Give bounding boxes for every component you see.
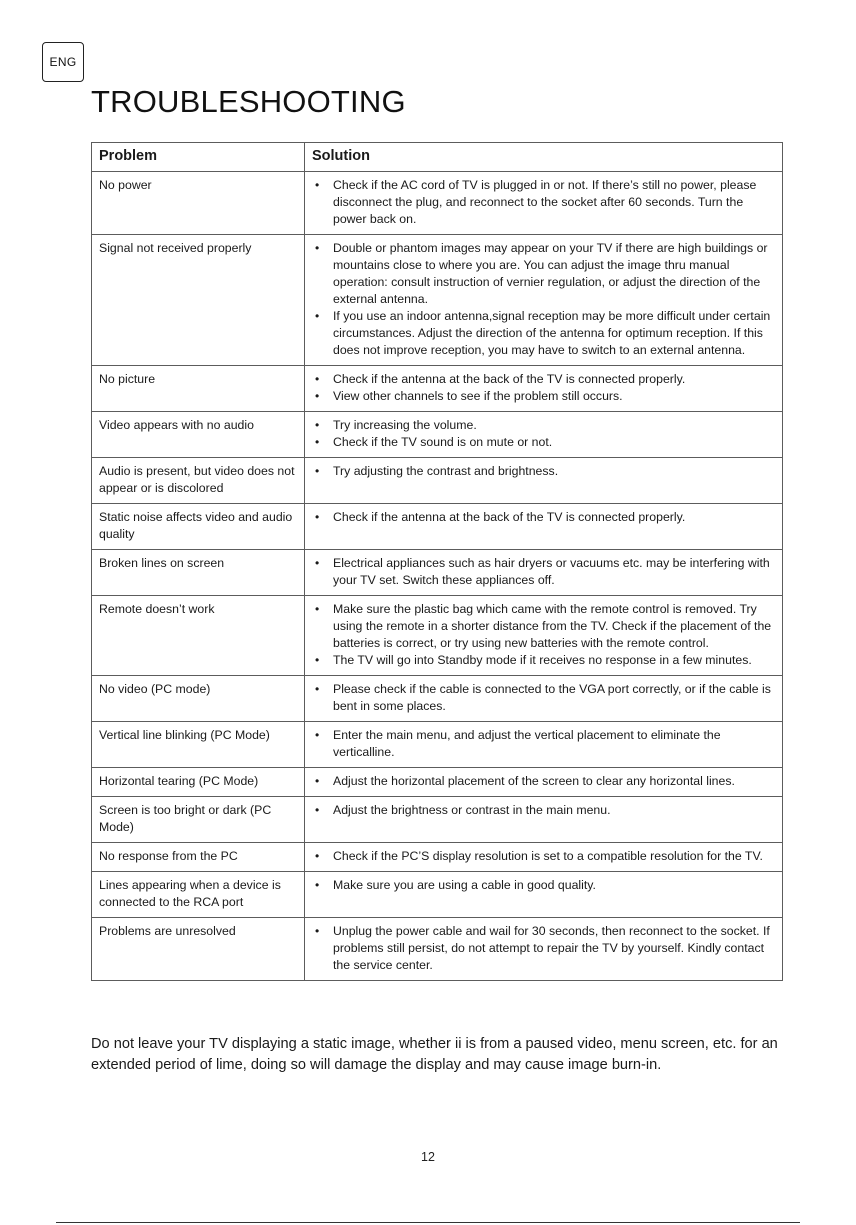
solution-item: • Try adjusting the contrast and brightness. xyxy=(313,463,776,480)
solution-item: • Check if the antenna at the back of the TV is connected properly. xyxy=(313,509,776,526)
problem-cell: No response from the PC xyxy=(92,843,305,872)
table-body xyxy=(92,172,783,981)
language-tab: ENG xyxy=(42,42,84,82)
solution-item: • Check if the TV sound is on mute or not. xyxy=(313,434,776,451)
problem-cell: Signal not received properly xyxy=(92,235,305,366)
table-row xyxy=(92,797,783,843)
solution-cell xyxy=(305,918,783,981)
solution-cell xyxy=(305,550,783,596)
problem-cell: Vertical line blinking (PC Mode) xyxy=(92,722,305,768)
solution-cell xyxy=(305,596,783,676)
solution-list xyxy=(313,463,776,480)
page-title: TROUBLESHOOTING xyxy=(91,84,406,119)
solution-item: • Check if the antenna at the back of the TV is connected properly. xyxy=(313,371,776,388)
footer-divider xyxy=(56,1222,800,1223)
table-header-row xyxy=(92,143,783,172)
solution-item: • Double or phantom images may appear on your TV if there are high buildings or mountains close to where you are. You can adjust the image thru manual operation: consult instruction of vernier regulation, or adjust the direction of the external antenna. xyxy=(313,240,776,308)
solution-cell xyxy=(305,872,783,918)
table-row xyxy=(92,458,783,504)
problem-cell: Screen is too bright or dark (PC Mode) xyxy=(92,797,305,843)
header-solution: Solution xyxy=(305,143,783,172)
page-number: 12 xyxy=(421,1150,435,1164)
solution-item: • View other channels to see if the problem still occurs. xyxy=(313,388,776,405)
header-problem: Problem xyxy=(92,143,305,172)
problem-cell: No picture xyxy=(92,366,305,412)
problem-cell: Video appears with no audio xyxy=(92,412,305,458)
solution-item: • The TV will go into Standby mode if it receives no response in a few minutes. xyxy=(313,652,776,669)
solution-cell xyxy=(305,172,783,235)
solution-cell xyxy=(305,366,783,412)
problem-cell: No power xyxy=(92,172,305,235)
table-row xyxy=(92,596,783,676)
table-row xyxy=(92,918,783,981)
problem-cell: Remote doesn’t work xyxy=(92,596,305,676)
table-row xyxy=(92,722,783,768)
solution-cell xyxy=(305,797,783,843)
solution-cell xyxy=(305,504,783,550)
solution-item: • Please check if the cable is connected to the VGA port correctly, or if the cable is bent in some places. xyxy=(313,681,776,715)
solution-item: • Adjust the brightness or contrast in the main menu. xyxy=(313,802,776,819)
solution-list xyxy=(313,848,776,865)
solution-list xyxy=(313,923,776,974)
solution-cell xyxy=(305,843,783,872)
burn-in-warning: Do not leave your TV displaying a static image, whether ii is from a paused video, menu screen, etc. for an extended period of lime, doing so will damage the display and may cause image burn-in. xyxy=(91,1036,778,1073)
solution-list xyxy=(313,509,776,526)
solution-cell xyxy=(305,235,783,366)
problem-cell: Horizontal tearing (PC Mode) xyxy=(92,768,305,797)
problem-cell: Lines appearing when a device is connected to the RCA port xyxy=(92,872,305,918)
solution-list xyxy=(313,727,776,761)
table-row xyxy=(92,768,783,797)
solution-list xyxy=(313,877,776,894)
solution-cell xyxy=(305,722,783,768)
solution-list xyxy=(313,802,776,819)
solution-item: • Unplug the power cable and wail for 30 seconds, then reconnect to the socket. If problems still persist, do not attempt to repair the TV by yourself. Kindly contact the service center. xyxy=(313,923,776,974)
problem-cell: Broken lines on screen xyxy=(92,550,305,596)
problem-cell: Problems are unresolved xyxy=(92,918,305,981)
solution-item: • Check if the PC’S display resolution is set to a compatible resolution for the TV. xyxy=(313,848,776,865)
problem-cell: Audio is present, but video does not appear or is discolored xyxy=(92,458,305,504)
table-row xyxy=(92,843,783,872)
solution-list xyxy=(313,773,776,790)
solution-list xyxy=(313,681,776,715)
solution-list xyxy=(313,240,776,359)
problem-cell: No video (PC mode) xyxy=(92,676,305,722)
solution-item: • Enter the main menu, and adjust the vertical placement to eliminate the verticalline. xyxy=(313,727,776,761)
solution-list xyxy=(313,417,776,451)
solution-cell xyxy=(305,412,783,458)
solution-item: • Check if the AC cord of TV is plugged in or not. If there’s still no power, please disconnect the plug, and reconnect to the socket after 60 seconds. Turn the power back on. xyxy=(313,177,776,228)
solution-item: • Try increasing the volume. xyxy=(313,417,776,434)
solution-item: • Make sure you are using a cable in good quality. xyxy=(313,877,776,894)
solution-cell xyxy=(305,768,783,797)
problem-cell: Static noise affects video and audio quality xyxy=(92,504,305,550)
solution-item: • If you use an indoor antenna,signal reception may be more difficult under certain circumstances. Adjust the direction of the antenna for optimum reception. If this does not improve reception, you may have to switch to an external antenna. xyxy=(313,308,776,359)
table-row xyxy=(92,550,783,596)
solution-item: • Make sure the plastic bag which came with the remote control is removed. Try using the remote in a shorter distance from the TV. Check if the placement of the batteries is correct, or try using new batteries with the remote control. xyxy=(313,601,776,652)
troubleshooting-table xyxy=(91,142,783,981)
solution-cell xyxy=(305,676,783,722)
table-row xyxy=(92,504,783,550)
solution-item: • Electrical appliances such as hair dryers or vacuums etc. may be interfering with your TV set. Switch these appliances off. xyxy=(313,555,776,589)
solution-cell xyxy=(305,458,783,504)
table-row xyxy=(92,676,783,722)
solution-item: • Adjust the horizontal placement of the screen to clear any horizontal lines. xyxy=(313,773,776,790)
table-row xyxy=(92,872,783,918)
table-row xyxy=(92,235,783,366)
solution-list xyxy=(313,371,776,405)
solution-list xyxy=(313,555,776,589)
table-row xyxy=(92,366,783,412)
solution-list xyxy=(313,601,776,669)
solution-list xyxy=(313,177,776,228)
table-row xyxy=(92,412,783,458)
table-row xyxy=(92,172,783,235)
